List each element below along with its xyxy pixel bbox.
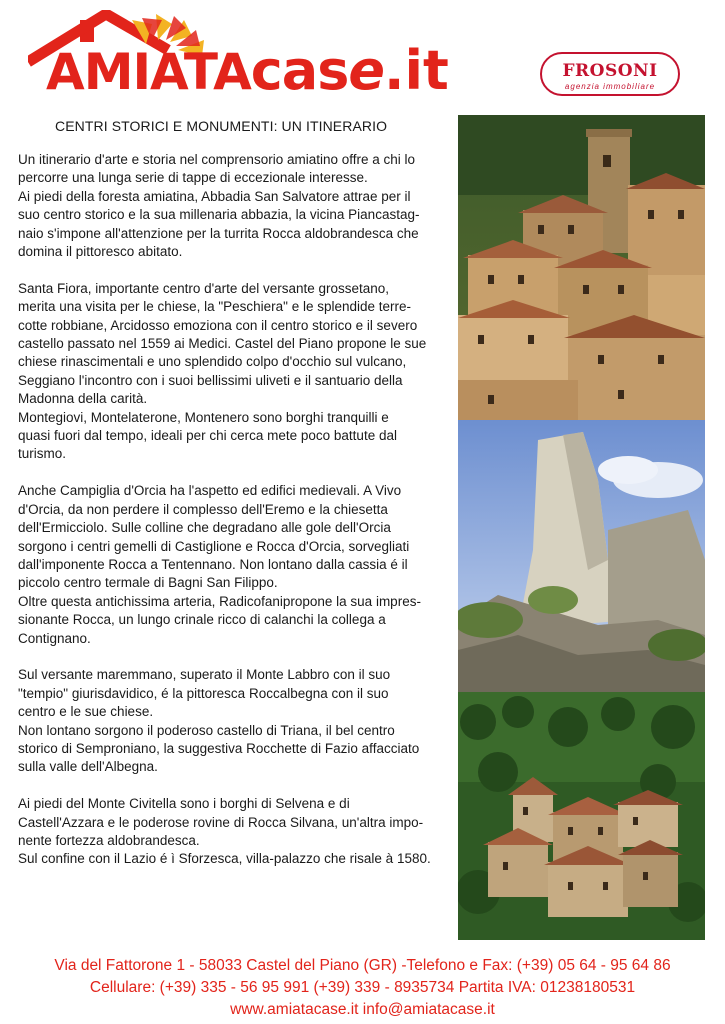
footer-contacts	[0, 955, 725, 1021]
body-line: Montegiovi, Montelaterone, Montenero sono borghi tranquilli e	[18, 409, 389, 425]
body-line: Non lontano sorgono il poderoso castello di Triana, il bel centro	[18, 722, 395, 738]
photo-forest-hamlet	[458, 692, 705, 940]
body-line: Contignano.	[18, 630, 91, 646]
footer-web-email[interactable]: www.amiatacase.it info@amiatacase.it	[230, 1001, 495, 1018]
logo-dot-it: .it	[384, 39, 449, 102]
frosoni-agency-logo	[540, 52, 680, 96]
body-line: quasi fuori dal tempo, ideali per chi cerca mete poco battute dal	[18, 428, 397, 444]
body-line: nente fortezza aldobrandesca.	[18, 832, 200, 848]
body-line: percorre una lunga serie di tappe di eccezionale interesse.	[18, 170, 368, 186]
body-line: Sul versante maremmano, superato il Monte Labbro con il suo	[18, 667, 391, 683]
paragraph-gap	[18, 648, 433, 666]
footer-phones: Cellulare: (+39) 335 - 56 95 991 (+39) 339 - 8935734 Partita IVA: 01238180531	[89, 979, 636, 996]
body-line: dell'Ermicciolo. Sulle colline che degradano alle gole dell'Orcia	[18, 520, 391, 536]
body-line: sorgono i centri gemelli di Castiglione e Rocca d'Orcia, sorvegliati	[18, 538, 410, 554]
body-line: Madonna della carità.	[18, 391, 148, 407]
body-line: Un itinerario d'arte e storia nel comprensorio amiatino offre a chi lo	[18, 152, 416, 167]
body-line: storico di Semproniano, la suggestiva Rocchette di Fazio affacciato	[18, 740, 420, 756]
paragraph-gap	[18, 464, 433, 482]
paragraph-gap	[18, 261, 433, 279]
body-line: "tempio" giurisdavidico, é la pittoresca Roccalbegna con il suo	[18, 685, 389, 701]
body-line: centro e le sue chiese.	[18, 704, 154, 720]
photo-castle-ruin	[458, 420, 705, 692]
body-line: sulla valle dell'Albegna.	[18, 759, 158, 775]
logo-e: e	[348, 39, 385, 102]
body-line: merita una visita per le chiese, la "Peschiera" e le splendide terre-	[18, 299, 412, 315]
body-line: Ai piedi della foresta amiatina, Abbadia San Salvatore attrae per il	[18, 188, 411, 204]
body-line: Ai piedi del Monte Civitella sono i borghi di Selvena e di	[18, 796, 350, 812]
body-line: dall'imponente Rocca a Tentennano. Non lontano dalla cassia é il	[18, 556, 408, 572]
article-title: CENTRI STORICI E MONUMENTI: UN ITINERARIO	[55, 118, 388, 134]
amiatacase-logo	[28, 10, 448, 110]
body-line: Sul confine con il Lazio é ì Sforzesca, villa-palazzo che risale à 1580.	[18, 851, 431, 867]
agency-name: FROSONI	[562, 61, 658, 81]
body-line: domina il pittoresco abitato.	[18, 244, 183, 260]
body-line: cotte robbiane, Arcidosso emoziona con il centro storico e il severo	[18, 317, 418, 333]
body-line: Castell'Azzara e le poderose rovine di Rocca Silvana, un'altra impo-	[18, 814, 424, 830]
body-line: piccolo centro termale di Bagni San Filippo.	[18, 575, 278, 591]
body-line: sionante Rocca, un lungo crinale ricco di calanchi la collega a	[18, 612, 386, 628]
body-line: turismo.	[18, 446, 67, 462]
article-body	[18, 151, 433, 869]
agency-subtitle: agenzia immobiliare	[564, 82, 656, 91]
logo-amiata: AMIATA	[46, 43, 251, 101]
photo-medieval-village	[458, 115, 705, 420]
body-line: suo centro storico e la sua millenaria abbazia, la vicina Piancastag-	[18, 207, 420, 223]
body-line: Oltre questa antichissima arteria, Radicofanipropone la sua impres-	[18, 593, 421, 609]
logo-cas: cas	[250, 39, 349, 102]
body-line: castello passato nel 1559 ai Medici. Castel del Piano propone le sue	[18, 336, 427, 352]
footer-address: Via del Fattorone 1 - 58033 Castel del Piano (GR) -Telefono e Fax: (+39) 05 64 - 95 64 86	[54, 957, 671, 974]
body-line: Anche Campiglia d'Orcia ha l'aspetto ed edifici medievali. A Vivo	[18, 483, 402, 499]
body-line: naio s'impone all'attenzione per la turrita Rocca aldobrandesca che	[18, 225, 419, 241]
paragraph-gap	[18, 777, 433, 795]
logo-wordmark	[46, 39, 449, 102]
body-line: chiese rinascimentali e uno splendido colpo d'occhio sul vulcano,	[18, 354, 407, 370]
body-line: Santa Fiora, importante centro d'arte del versante grossetano,	[18, 280, 390, 296]
body-line: d'Orcia, da non perdere il complesso dell'Eremo e la chiesetta	[18, 501, 388, 517]
body-line: Seggiano l'incontro con i suoi bellissimi uliveti e il santuario della	[18, 372, 403, 388]
